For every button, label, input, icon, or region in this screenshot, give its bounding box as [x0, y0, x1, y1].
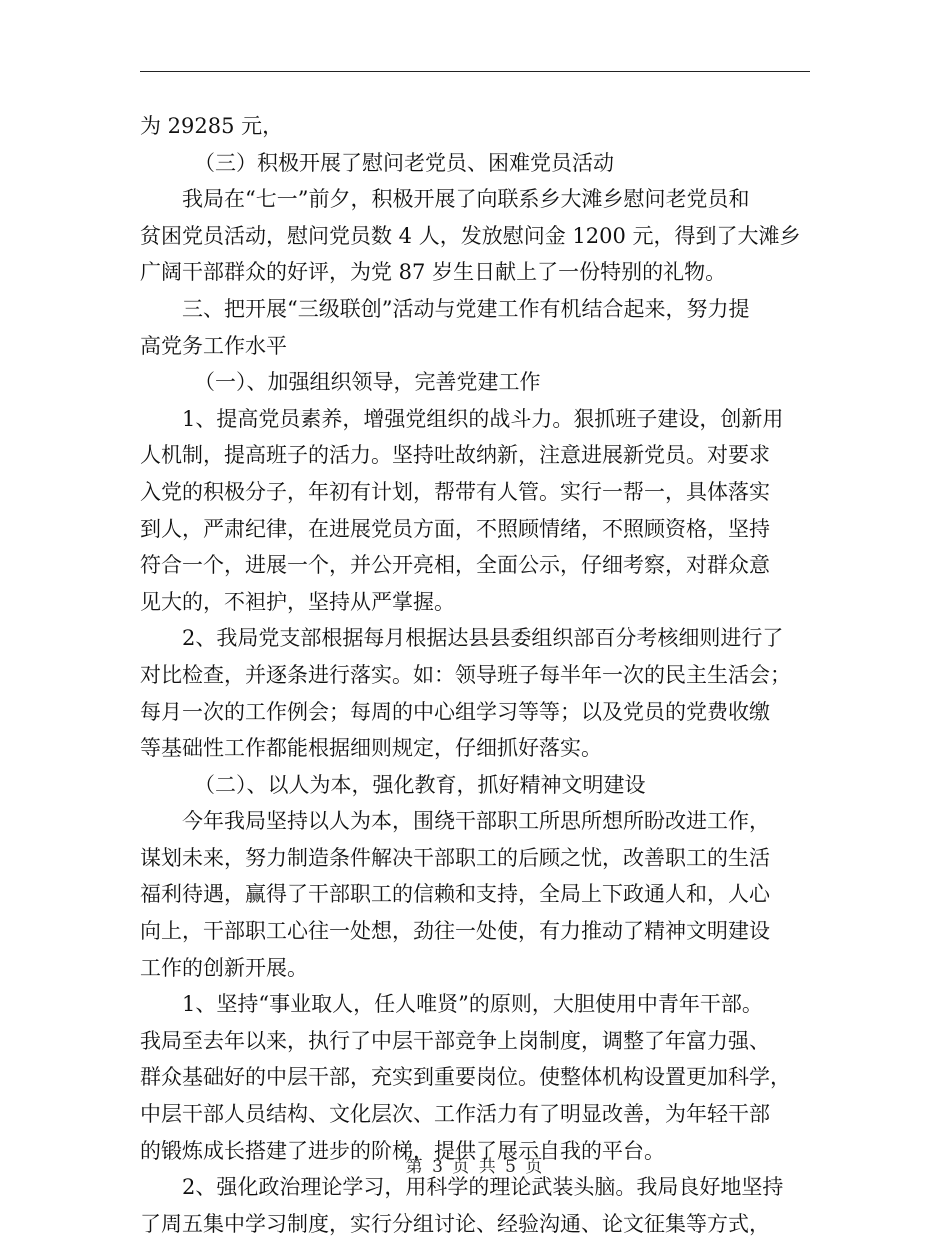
text-line: 我局至去年以来，执行了中层干部竞争上岗制度，调整了年富力强、 — [140, 1028, 770, 1053]
text-line: 群众基础好的中层干部，充实到重要岗位。使整体机构设置更加科学， — [140, 1065, 791, 1090]
text-line: 向上，干部职工心往一处想，劲往一处使，有力推动了精神文明建设 — [140, 919, 770, 944]
paragraph-start: 1、提高党员素养，增强党组织的战斗力。狠抓班子建设，创新用 — [182, 406, 784, 431]
section-heading: 三、把开展“三级联创”活动与党建工作有机结合起来，努力提 — [182, 296, 750, 321]
section-heading: （三）积极开展了慰问老党员、困难党员活动 — [194, 150, 614, 175]
paragraph-start: 今年我局坚持以人为本，围绕干部职工所思所想所盼改进工作， — [182, 809, 770, 834]
text-line: 谋划未来，努力制造条件解决干部职工的后顾之忧，改善职工的生活 — [140, 845, 770, 870]
text-line: 工作的创新开展。 — [140, 955, 308, 980]
paragraph-start: 我局在“七一”前夕，积极开展了向联系乡大滩乡慰问老党员和 — [182, 187, 750, 212]
page-number-footer: 第 3 页 共 5 页 — [405, 1157, 545, 1177]
text-line: 符合一个，进展一个，并公开亮相，全面公示，仔细考察，对群众意 — [140, 553, 770, 578]
document-body — [140, 108, 810, 1242]
text-line: 每月一次的工作例会；每周的中心组学习等等；以及党员的党费收缴 — [140, 699, 770, 724]
text-line: 为 29285 元， — [140, 114, 284, 138]
section-heading: （一）、加强组织领导，完善党建工作 — [194, 370, 541, 395]
text-line: 见大的，不袒护，坚持从严掌握。 — [140, 589, 455, 614]
text-line: 对比检查，并逐条进行落实。如：领导班子每半年一次的民主生活会； — [140, 662, 791, 687]
paragraph-start: 2、强化政治理论学习，用科学的理论武装头脑。我局良好地坚持 — [182, 1175, 784, 1200]
text-line: 入党的积极分子，年初有计划，帮带有人管。实行一帮一，具体落实 — [140, 479, 770, 504]
paragraph-start: 1、坚持“事业取人，任人唯贤”的原则，大胆使用中青年干部。 — [182, 992, 763, 1017]
text-line: 人机制，提高班子的活力。坚持吐故纳新，注意进展新党员。对要求 — [140, 443, 770, 468]
text-line: 到人，严肃纪律，在进展党员方面，不照顾情绪，不照顾资格，坚持 — [140, 516, 770, 541]
text-line: 高党务工作水平 — [140, 333, 287, 358]
text-line: 福利待遇，赢得了干部职工的信赖和支持，全局上下政通人和，人心 — [140, 882, 770, 907]
header-rule — [140, 71, 810, 72]
text-line: 了周五集中学习制度，实行分组讨论、经验沟通、论文征集等方式， — [140, 1211, 770, 1236]
text-line: 等基础性工作都能根据细则规定，仔细抓好落实。 — [140, 736, 602, 761]
text-line: 的锻炼成长搭建了进步的阶梯，提供了展示自我的平台。 — [140, 1138, 665, 1163]
text-line: 广阔干部群众的好评，为党 87 岁生日献上了一份特别的礼物。 — [140, 260, 727, 285]
section-heading: （二）、以人为本，强化教育，抓好精神文明建设 — [194, 772, 646, 797]
text-line: 贫困党员活动，慰问党员数 4 人，发放慰问金 1200 元，得到了大滩乡 — [140, 223, 801, 248]
paragraph-start: 2、我局党支部根据每月根据达县县委组织部百分考核细则进行了 — [182, 626, 784, 651]
text-line: 中层干部人员结构、文化层次、工作活力有了明显改善，为年轻干部 — [140, 1102, 770, 1127]
